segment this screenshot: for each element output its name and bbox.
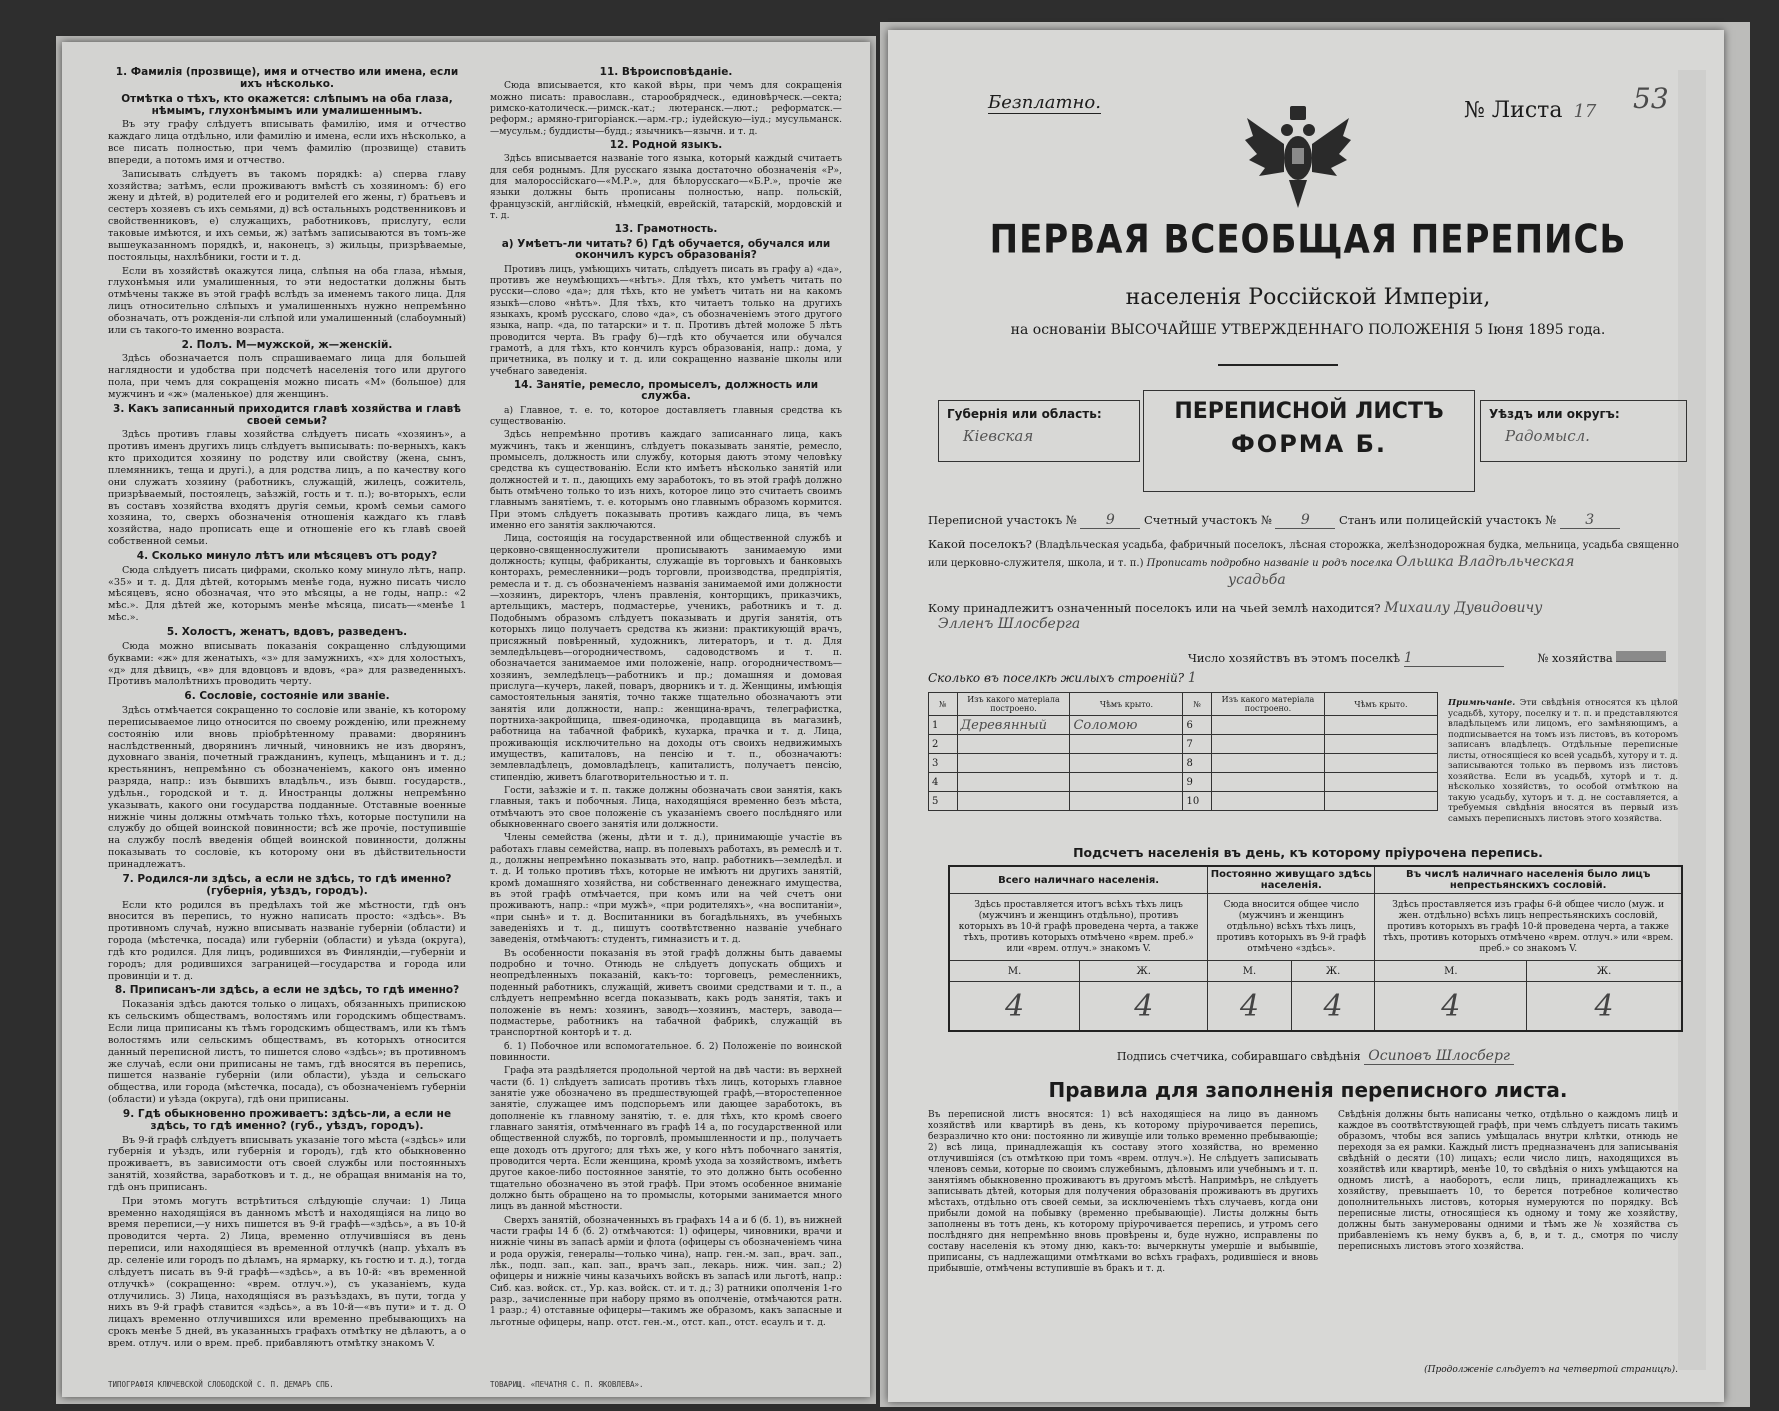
building-row (929, 773, 1438, 792)
instruction-heading: 3. Какъ записанный приходится главѣ хозяйства и главѣ своей семьи? (113, 402, 461, 427)
census-title: ПЕРВАЯ ВСЕОБЩАЯ ПЕРЕПИСЬ (989, 217, 1627, 263)
header-material-2: Изъ какого матеріала построено. (1211, 693, 1324, 716)
printer-imprint-left: ТИПОГРАФІЯ КЛЮЧЕВСКОЙ СЛОБОДСКОЙ С. П. ДЕМАРЪ СПБ. (108, 1380, 334, 1389)
instruction-heading: 7. Родился-ли здѣсь, а если не здѣсь, то гдѣ именно? (губернія, уѣздъ, городъ). (122, 872, 452, 897)
header-roof-2: Чѣмъ крыто. (1324, 693, 1437, 716)
building-roof (1070, 735, 1183, 754)
police-district-value: 3 (1560, 512, 1620, 529)
gubernia-value: Кіевская (963, 427, 1034, 445)
count-value: 4 (1527, 982, 1682, 1032)
buildings-row (928, 670, 1688, 686)
uezd-label: Уѣздъ или округъ: (1489, 407, 1620, 421)
gubernia-label: Губернія или область: (947, 407, 1102, 421)
owner-row (928, 600, 1688, 632)
building-roof (1324, 792, 1437, 811)
building-material: Деревянный (957, 716, 1070, 735)
household-number-value (1616, 651, 1666, 662)
building-material (1211, 773, 1324, 792)
total-present-desc: Здѣсь проставляется итогъ всѣхъ тѣхъ лицъ (мужчинъ и женщинъ отдѣльно), противъ которыхъ въ 10-й графѣ проведена черта, а также тѣхъ, противъ которыхъ отмѣчено «врем. преб.» или «врем. отлуч.» знакомъ V. (949, 894, 1208, 961)
right-page (888, 30, 1724, 1402)
instruction-paragraph: Записывать слѣдуетъ въ такомъ порядкѣ: а) сперва главу хозяйства; затѣмъ, если проживаютъ вмѣстѣ съ хозяиномъ: б) его жену и дѣтей, в) родителей его и родителей его жены, г) братьевъ и сестеръ хозяевъ съ ихъ семьями, д) всѣ остальныхъ родственниковъ и свойственниковъ, е) служащихъ, работниковъ, прислугу, если таковые имѣются, и ихъ семьи, ж) затѣмъ записываются въ томъ-же вышеуказанномъ порядкѣ, и, наконецъ, з) жильцы, призрѣваемые, постояльцы, нахлѣбники, гости и т. д. (108, 168, 466, 263)
sheet-number-label: № Листа (1464, 98, 1563, 123)
instruction-heading: 8. Приписанъ-ли здѣсь, а если не здѣсь, то гдѣ именно? (114, 984, 460, 997)
form-code: ФОРМА Б. (1230, 430, 1387, 458)
buildings-label: Сколько въ поселкѣ жилыхъ строеній? (928, 671, 1185, 685)
instructions-column-2 (490, 64, 842, 1330)
non-peasant-desc: Здѣсь проставляется изъ графы 6-й общее число (муж. и жен. отдѣльно) всѣхъ лицъ непрестьянскихъ сословій, противъ которыхъ въ графѣ 10-й проведена черта, а также тѣхъ, противъ которыхъ отмѣчено «врем. отлуч.» или «врем. преб.» со знакомъ V. (1375, 894, 1682, 961)
count-value: 4 (949, 982, 1080, 1032)
printer-imprint-right: ТОВАРИЩ. «ПЕЧАТНЯ С. П. ЯКОВЛЕВА». (490, 1380, 644, 1389)
title-divider (1218, 364, 1338, 366)
instruction-paragraph: Показанія здѣсь даются только о лицахъ, обязанныхъ припискою къ сельскимъ обществамъ, волостямъ или городскимъ обществамъ. Если лица приписаны къ тѣмъ городскимъ обществамъ, или къ тѣмъ волостямъ или сельскимъ обществамъ, въ которыхъ относится данный переписной листъ, то пишется слово «здѣсь»; въ противномъ же случаѣ, если они приписаны не тамъ, гдѣ вносятся въ перепись, пишется названіе губерніи (или области), уѣзда и сельскаго общества, или города (мѣстечка, посада), съ обозначеніемъ губерніи (области) и уѣзда (округа), гдѣ они приписаны. (108, 999, 466, 1106)
instruction-heading: 5. Холостъ, женатъ, вдовъ, разведенъ. (166, 625, 408, 638)
households-row (928, 650, 1688, 667)
count-value: 4 (1375, 982, 1527, 1032)
form-title: ПЕРЕПИСНОЙ ЛИСТЪ (1174, 399, 1444, 424)
households-label: Число хозяйствъ въ этомъ поселкѣ (1188, 651, 1401, 665)
instruction-paragraph: Въ 9-й графѣ слѣдуетъ вписывать указаніе того мѣста («здѣсь» или губернія и уѣздъ, или губернія и городъ), гдѣ кто обыкновенно проживаетъ, въ зависимости отъ своей службы или постоянныхъ занятій, хозяйства, заработковъ и т. д., не обращая вниманія на то, гдѣ онъ приписанъ. (108, 1134, 466, 1193)
buildings-table-body (929, 716, 1438, 811)
district-numbers-row (928, 512, 1688, 529)
header-no-2: № (1183, 693, 1212, 716)
settlement-value-2: усадьба (1228, 572, 1286, 588)
owner-value-2: Элленъ Шлосберга (938, 616, 1081, 632)
household-number-label: № хозяйства (1537, 651, 1613, 665)
instruction-paragraph: Члены семейства (жены, дѣти и т. д.), принимающіе участіе въ работахъ главы семейства, напр. въ полевыхъ работахъ, въ ремеслѣ и т. д., должны непремѣнно показывать это, напр. работникъ—земледѣл. и т. д. И только противъ тѣхъ, которые не имѣютъ ни другихъ занятій, кромѣ домашняго хозяйства, ни собственнаго денежнаго имущества, въ этой графѣ отмѣчается, при комъ или на чей счетъ они проживаютъ, напр.: «при мужѣ», «при родителяхъ», «на воспитаніи», «при сынѣ» и т. д. Воспитанники въ богадѣльняхъ, въ учебныхъ заведеніяхъ и т. д., пишутъ соотвѣтственно названіе учебнаго заведенія, отмѣчаютъ: студентъ, гимназистъ и т. д. (490, 832, 842, 946)
building-no: 5 (929, 792, 958, 811)
instruction-heading: 1. Фамилія (прозвище), имя и отчество или имена, если ихъ нѣсколько. (115, 66, 459, 90)
instruction-paragraph: Здѣсь обозначается полъ спрашиваемаго лица для большей наглядности и удобства при подсчетѣ населенія того или другого пола, при чемъ для сокращенія можно писать «М» (большое) для мужчинъ и «ж» (маленькое) для женщинъ. (108, 353, 466, 400)
building-no: 1 (929, 716, 958, 735)
buildings-table-header (929, 693, 1438, 716)
instruction-paragraph: а) Главное, т. е. то, которое доставляетъ главныя средства къ существованію. (490, 404, 842, 427)
instruction-heading: 12. Родной языкъ. (609, 139, 723, 152)
building-row (929, 792, 1438, 811)
building-roof (1324, 773, 1437, 792)
form-title-box (1143, 390, 1475, 492)
building-no: 7 (1183, 735, 1212, 754)
census-district-label: Переписной участокъ № (928, 513, 1077, 527)
rules-title: Правила для заполненія переписного листа. (1048, 1078, 1568, 1102)
building-no: 2 (929, 735, 958, 754)
instruction-paragraph: Сюда можно вписывать показанія сокращенно слѣдующими буквами: «ж» для женатыхъ, «з» для замужнихъ, «х» для холостыхъ, «д» для дѣвицъ, «в» для вдовцовъ и вдовъ, «ра» для разведенныхъ. Противъ малолѣтнихъ проводить черту. (108, 640, 466, 688)
instruction-paragraph: Здѣсь противъ главы хозяйства слѣдуетъ писать «хозяинъ», а противъ именъ другихъ лицъ слѣдуетъ выписывать: по-верныхъ, какъ кто приходится хозяину по родству или свойству (жена, сынъ, племянникъ, теща и другі.), а для родства лицъ, а по качеству кого они служатъ хозяину (работникъ, служащій, жилецъ, сожитель, призрѣваемый, постоялецъ, заѣзжій, гость и т. п.); во-вторыхъ, если въ составъ хозяйства входятъ другія семьи, кромѣ семьи самого хозяина, то, сверхъ обозначенія отношенія каждаго къ главѣ хозяйства, надо прописать еще и отношеніе его къ главѣ своей собственной семьи. (108, 429, 466, 548)
instruction-paragraph: Если кто родился въ предѣлахъ той же мѣстности, гдѣ онъ вносится въ перепись, то нужно написать просто: «здѣсь». Въ противномъ случаѣ, нужно вписывать названіе губерніи (области) и города (мѣстечка, посада) или губерніи (области) и уѣзда (округа), гдѣ кто родился. Для лицъ, родившихся въ Финляндіи,—губерніи и городъ; для родившихся заграницей—государства и города или провинціи и т. д. (108, 899, 466, 982)
sex-zh: Ж. (1080, 961, 1208, 982)
police-district-label: Станъ или полицейскій участокъ № (1339, 513, 1557, 527)
building-roof: Соломою (1070, 716, 1183, 735)
count-value: 4 (1080, 982, 1208, 1032)
settlement-row (928, 536, 1688, 590)
census-subtitle: населенія Россійской Имперіи, (1125, 285, 1491, 310)
instruction-paragraph: Въ эту графу слѣдуетъ вписывать фамилію, имя и отчество каждаго лица отдѣльно, или фамилію и имена, если ихъ нѣсколько, а все писать полностью, при чемъ фамилію (прозвище) ставить впереди, а потомъ имя и отчество. (108, 119, 466, 166)
instruction-heading: а) Умѣетъ-ли читать? б) Гдѣ обучается, обучался или окончилъ курсъ образованія? (501, 237, 831, 262)
note-title: Примѣчаніе. (1448, 698, 1516, 708)
building-no: 8 (1183, 754, 1212, 773)
building-row (929, 754, 1438, 773)
sex-m: М. (1208, 961, 1292, 982)
count-table-values (949, 982, 1682, 1032)
note-text: Эти свѣдѣнія относятся къ цѣлой усадьбѣ, хутору, поселку и т. п. и представляются владѣльцемъ или лицомъ, его замѣняющимъ, а подписывается на томъ изъ листовъ, въ которомъ записанъ владѣлецъ. Отдѣльные переписные листы, относящіеся ко всей усадьбѣ, хутору и т. д. записываются только въ первомъ изъ листовъ хозяйства. Если въ усадьбѣ, хуторѣ и т. д. нѣсколько хозяйствъ, то особой отмѣткою на такую усадьбу, хуторъ и т. д. не составляется, а требуемыя свѣдѣнія вносятся въ первый изъ самыхъ переписныхъ листовъ этого хозяйства. (1448, 698, 1678, 824)
building-no: 3 (929, 754, 958, 773)
building-roof (1070, 792, 1183, 811)
instruction-heading: 9. Гдѣ обыкновенно проживаетъ: здѣсь-ли, а если не здѣсь, то гдѣ именно? (губ., уѣздъ, городъ). (122, 1107, 452, 1132)
building-no: 4 (929, 773, 958, 792)
instruction-paragraph: Графа эта раздѣляется продольной чертой на двѣ части: въ верхней части (б. 1) слѣдуетъ записать противъ тѣхъ лицъ, которыхъ главное занятіе уже обозначено въ предшествующей графѣ,—второстепенное занятіе, служащее имъ подспорьемъ или дающее заработокъ, въ дополненіе къ главному занятію, т. е. для тѣхъ, кто кромѣ своего главнаго занятія, отмѣченнаго въ графѣ 14 а, по государственной или общественной службѣ, по торговлѣ, промышленности и пр., получаетъ еще доходъ отъ другого; для тѣхъ же, у кого нѣтъ побочнаго занятія, проводится черта. Если женщина, кромѣ ухода за хозяйствомъ, имѣетъ другое какое-либо постоянное занятіе, то это должно быть особенно тщательно обозначено въ этой графѣ. При этомъ особенное вниманіе должно быть обращено на то промыслы, которыми занимается много лицъ въ данной мѣстности. (490, 1065, 842, 1213)
instruction-paragraph: Противъ лицъ, умѣющихъ читать, слѣдуетъ писать въ графу а) «да», противъ же неумѣющихъ—«нѣтъ». Для тѣхъ, кто умѣетъ читать по русски—слово «да»; для тѣхъ, кто не умѣетъ читать ни на какомъ языкѣ—слово «нѣтъ». Для тѣхъ, кто читаетъ только на другихъ языкахъ, кромѣ русскаго, слово «да», съ обозначеніемъ этого другого языка, напр. «да, по татарски» и т. п. Противъ дѣтей моложе 5 лѣтъ проводится черта. Въ графу б)—гдѣ кто обучается или обучался грамотѣ, а для тѣхъ, кто кончилъ курсъ образованія, напр.: дома, у причетника, въ полку и т. д. или сокращенно названіе школы или учебнаго заведенія. (490, 263, 842, 377)
count-value: 4 (1208, 982, 1292, 1032)
building-material (1211, 792, 1324, 811)
rules-column-2: Свѣдѣнія должны быть написаны четко, отдѣльно о каждомъ лицѣ и каждое въ соотвѣтствующей графѣ, при чемъ слѣдуетъ писать такимъ образомъ, чтобы вся запись умѣщалась внутри клѣтки, отнюдь не переходя за ея рамки. Каждый листъ предназначенъ для записыванія свѣдѣній о десяти (10) лицахъ; если число лицъ, находящихся въ хозяйствѣ или квартирѣ, менѣе 10, то свѣдѣнія о нихъ умѣщаются на одномъ листѣ, а наоборотъ, если лицъ, принадлежащихъ къ хозяйству, превышаетъ 10, то берется потребное количество дополнительныхъ листовъ, которыя нумеруются по порядку. Всѣ переписные листы, относящіеся къ одному и тому же хозяйству, должны быть занумерованы одними и тѣмъ же № хозяйства съ прибавленіемъ къ нему буквъ а, б, в, и т. д., смотря по числу переписныхъ листовъ этого хозяйства. (1338, 1110, 1678, 1252)
sex-zh: Ж. (1291, 961, 1375, 982)
building-no: 9 (1183, 773, 1212, 792)
building-material (957, 754, 1070, 773)
header-material: Изъ какого матеріала построено. (957, 693, 1070, 716)
building-material (957, 735, 1070, 754)
imperial-eagle-icon (1243, 96, 1353, 216)
building-roof (1070, 754, 1183, 773)
header-roof: Чѣмъ крыто. (1070, 693, 1183, 716)
instruction-heading: 4. Сколько минуло лѣтъ или мѣсяцевъ отъ роду? (136, 549, 438, 562)
buildings-note (1448, 698, 1678, 824)
instruction-paragraph: Здѣсь вписывается названіе того языка, который каждый считаетъ для себя роднымъ. Для русскаго языка достаточно обозначенія «Р», для малороссійскаго—«М.Р.», для бѣлорусскаго—«Б.Р.», прочіе же языки должны быть прописаны полностью, напр. польскій, французскій, англійскій, нѣмецкій, еврейскій, татарскій, мордовскій и т. д. (490, 153, 842, 222)
building-no: 6 (1183, 716, 1212, 735)
instruction-heading: 14. Занятіе, ремесло, промыселъ, должность или служба. (513, 378, 819, 403)
building-no: 10 (1183, 792, 1212, 811)
free-of-charge-label: Безплатно. (988, 92, 1101, 113)
count-district-label: Счетный участокъ № (1144, 513, 1272, 527)
left-page (62, 42, 870, 1397)
households-value: 1 (1404, 650, 1504, 667)
non-peasant-header: Въ числѣ наличнаго населенія было лицъ непрестьянскихъ сословій. (1375, 866, 1682, 894)
building-row (929, 716, 1438, 735)
building-material (1211, 735, 1324, 754)
census-district-value: 9 (1080, 512, 1140, 529)
gubernia-box (938, 400, 1140, 462)
buildings-table (928, 692, 1438, 811)
settlement-hint: (Владѣльческая усадьба, фабричный поселокъ, лѣсная сторожка, желѣзнодорожная будка, мельница, усадьба священно или церковно-служителя, школа, и т. п.) (928, 540, 1679, 569)
building-roof (1070, 773, 1183, 792)
sheet-number-value: 17 (1573, 101, 1597, 122)
building-roof (1324, 716, 1437, 735)
instruction-heading: 6. Сословіе, состояніе или званіе. (184, 690, 390, 703)
count-table-descriptions (949, 894, 1682, 961)
building-material (957, 773, 1070, 792)
building-roof (1324, 735, 1437, 754)
instruction-paragraph: Сюда вписывается, кто какой вѣры, при чемъ для сокращенія можно писать: православн., старообрядческ., единовѣрческ.—секта; римско-католическ.—римск.-кат.; лютеранск.—лют.; реформатск.—реформ.; армяно-григоріанск.—арм.-гр.; іудейскую—іуд.; мусульманск.—мусульм.; буддисты—будд.; язычникъ—язычн. и т. д. (490, 80, 842, 137)
enumerator-signature-row (948, 1048, 1683, 1065)
permanent-resident-header: Постоянно живущаго здѣсь населенія. (1208, 866, 1375, 894)
sex-m: М. (949, 961, 1080, 982)
buildings-value: 1 (1187, 670, 1197, 686)
signature-label: Подпись счетчика, собиравшаго свѣдѣнія (1116, 1050, 1361, 1063)
population-count-table (948, 865, 1683, 1032)
building-material (1211, 716, 1324, 735)
count-table-header (949, 866, 1682, 894)
instruction-paragraph: Въ особенности показанія въ этой графѣ должны быть даваемы подробно и точно. Отнюдь не слѣдуетъ допускать общихъ и неопредѣленныхъ показаній, какъ-то: торговецъ, ремесленникъ, поденный работникъ, служащій, живетъ своими средствами и т. п., а слѣдуетъ непремѣнно всегда показывать, какъ родъ занятія, такъ и положеніе въ немъ: хозяинъ, заводъ—хозяинъ, мастеръ, завода—подмастерье, работникъ на табачной фабрикѣ, служащій въ транспортной конторѣ и т. д. (490, 947, 842, 1039)
sex-m: М. (1375, 961, 1527, 982)
owner-value-1: Михаилу Дувидовичу (1384, 600, 1543, 616)
legal-basis: на основаніи ВЫСОЧАЙШЕ УТВЕРЖДЕННАГО ПОЛОЖЕНІЯ 5 Іюня 1895 года. (1010, 322, 1606, 338)
header-no: № (929, 693, 958, 716)
instruction-paragraph: Сверхъ занятій, обозначенныхъ въ графахъ 14 а и б (б. 1), въ нижней части графы 14 б (б. 2) отмѣчаются: 1) офицеры, чиновники, врачи и нижніе чины въ запасѣ арміи и флота (офицеры съ обозначеніемъ чина и рода оружія, генералы—только чина), напр. ген.-м. зап., врач. зап., лѣк., подп. зап., кап. зап., врачъ зап., лекарь. ниж. чин. зап.; 2) офицеры и нижніе чины казачьихъ войскъ въ запасѣ или льготѣ, напр.: Сиб. каз. войск. ст., Ур. каз. войск. ст. и т. д.; 3) ратники ополченія 1-го разр., зачисленные при набору прямо въ ополченіе, отмѣчаются ратн. 1 разр.; 4) отставные офицеры—такимъ же образомъ, какъ запасные и льготные офицеры, напр. отст. ген.-м., отст. кап., отст. есаулъ и т. д. (490, 1214, 842, 1328)
instruction-paragraph: Сюда слѣдуетъ писать цифрами, сколько кому минуло лѣтъ, напр. «35» и т. д. Для дѣтей, которымъ менѣе года, нужно писать число мѣсяцевъ, ясно обозначая, что это мѣсяцы, а не годы, напр.: «2 мѣс.». Для дѣтей же, которымъ менѣе мѣсяца, писать—«менѣе 1 мѣс.». (108, 564, 466, 624)
population-count-heading: Подсчетъ населенія въ день, къ которому пріурочена перепись. (1073, 845, 1543, 860)
instruction-paragraph: Здѣсь отмѣчается сокращенно то сословіе или званіе, къ которому переписываемое лицо относится по своему рожденію, или прежнему состоянію или вновь пріобрѣтенному правами: дворянинъ наслѣдственный, дворянинъ личный, чиновникъ не изъ дворянъ, духовнаго званія, почетный гражданинъ, купецъ, мѣщанинъ и т. д.; крестьянинъ, непремѣнно съ обозначеніемъ, какого онъ именно разряда, напр.: изъ бывшихъ владѣльч., изъ бывш. государств., удѣльн., городской и т. д. Иностранцы должны непремѣнно указывать, какого они государства подданные. Отставные военные нижніе чины должны отмѣчать только тѣхъ, которые поступили на службу до общей воинской повинности; всѣ же прочіе, поступившіе на службу послѣ введенія общей воинской повинности, должны показывать то сословіе, къ которому они въ дѣйствительности принадлежатъ. (108, 705, 466, 870)
instruction-paragraph: Лица, состоящія на государственной или общественной службѣ и церковно-священнослужители прописываютъ занимаемую ими должность; купцы, фабриканты, служащіе въ торговыхъ и банковыхъ конторахъ, ремесленники—родъ торговли, производства, предпріятія, ремесла и т. д. съ обозначеніемъ названія занимаемой ими должности—хозяинъ, директоръ, членъ правленія, конторщикъ, приказчикъ, артельщикъ, мастеръ, подмастерье, ученикъ, работникъ и т. д. Подобнымъ образомъ слѣдуетъ показывать и другія занятія, отъ которыхъ лицо получаетъ средства къ жизни: практикующій врачъ, присяжный повѣренный, художникъ, литераторъ, и т. д. Для земледѣльцевъ—огородничествомъ, садоводствомъ и т. п. обозначается занимаемое ими положеніе, напр. огородничествомъ—хозяинъ, земледѣлецъ—работникъ и пр.; домашняя и домовая прислуга—кучеръ, лакей, поваръ, дворникъ и т. д. Женщины, имѣющія самостоятельныя занятія, точно также тщательно обозначаютъ эти занятія или должности, напр.: женщина-врачъ, телеграфистка, портниха-закройщица, швея-одиночка, продавщица въ магазинѣ, работница на табачной фабрикѣ, кухарка, прачка и т. д. Лица, проживающія исключительно на доходы отъ своихъ недвижимыхъ имуществъ, капиталовъ, на пенсію и т. п., обозначаютъ: землевладѣлецъ, домовладѣлецъ, капиталистъ, получаетъ пенсію, стипендію, живетъ благотворительностью и т. п. (490, 533, 842, 783)
signature-value: Осиповъ Шлосберг (1364, 1048, 1514, 1065)
permanent-resident-desc: Сюда вносится общее число (мужчинъ и женщинъ отдѣльно) всѣхъ тѣхъ лицъ, противъ которыхъ въ 9-й графѣ отмѣчено «здѣсь». (1208, 894, 1375, 961)
instruction-heading: 11. Вѣроисповѣданіе. (599, 66, 733, 78)
instruction-heading: 2. Полъ. М—мужской, ж—женскій. (181, 338, 393, 351)
instruction-paragraph: б. 1) Побочное или вспомогательное. б. 2) Положеніе по воинской повинности. (490, 1040, 842, 1063)
settlement-value-1: Ольшка Владѣльческая (1395, 554, 1575, 570)
count-value: 4 (1291, 982, 1375, 1032)
total-present-header: Всего наличнаго населенія. (949, 866, 1208, 894)
instruction-heading: Отмѣтка о тѣхъ, кто окажется: слѣпымъ на оба глаза, нѣмымъ, глухонѣмымъ или умалишеннымъ. (121, 92, 453, 117)
instruction-paragraph: Здѣсь непремѣнно противъ каждаго записаннаго лица, какъ мужчинъ, такъ и женщинъ, слѣдуетъ показывать занятіе, ремесло, промыселъ, должность или службу, которыя даютъ этому человѣку средства къ существованію. Если кто имѣетъ нѣсколько занятій или должностей и т. п., дающихъ ему заработокъ, то въ этой графѣ должно быть отмѣчено только то изъ нихъ, которое лицо это считаетъ своимъ главнымъ занятіемъ, т. е. которымъ оно главнымъ образомъ кормится. При этомъ слѣдуетъ показывать противъ каждаго лица, въ чемъ именно его занятія заключаются. (490, 429, 842, 532)
instruction-paragraph: Если въ хозяйствѣ окажутся лица, слѣпыя на оба глаза, нѣмыя, глухонѣмыя или умалишенныя, то эти недостатки должны быть отмѣчены также въ этой графѣ вслѣдъ за именемъ такого лица. Для лицъ относительно слѣпыхъ и умалишенныхъ нужно непремѣнно обозначать, отъ рожденія-ли слѣпой или умалишенный (слабоумный) или съ такого-то именно возраста. (108, 265, 466, 336)
building-row (929, 735, 1438, 754)
instructions-column-1 (108, 64, 466, 1352)
building-roof (1324, 754, 1437, 773)
uezd-value: Радомысл. (1505, 427, 1590, 445)
sex-zh: Ж. (1527, 961, 1682, 982)
instruction-heading: 13. Грамотность. (614, 223, 718, 236)
instruction-paragraph: Гости, заѣзжіе и т. п. также должны обозначать свои занятія, какъ главныя, такъ и побочныя. Лица, находящіяся временно безъ мѣста, отмѣчаютъ это свое положеніе съ указаніемъ своего послѣдняго или обыкновеннаго своего занятія или должности. (490, 784, 842, 830)
continued-note: (Продолженіе слѣдуетъ на четвертой страницѣ). (1424, 1365, 1678, 1375)
instruction-paragraph: При этомъ могутъ встрѣтиться слѣдующіе случаи: 1) Лица временно находящіяся въ данномъ мѣстѣ и находящіяся на лицо во время переписи,—у нихъ пишется въ 9-й графѣ—«здѣсь», а въ 10-й проводится черта. 2) Лица, временно отлучившіяся въ день переписи, или находящіеся въ временной отлучкѣ (напр. уѣхалъ въ др. селеніе или городъ по дѣламъ, на ярмарку, къ гостю и т. д.), тогда слѣдуетъ писать въ 9-й графѣ—«здѣсь», а въ 10-й: «въ временной отлучкѣ» (сокращенно: «врем. отлуч.»), съ указаніемъ, куда отлучились. 3) Лица, находящіяся въ разъѣздахъ, въ пути, тогда у нихъ въ 9-й графѣ ставится «здѣсь», а въ 10-й—«въ пути» и т. д. О лицахъ временно отлучившихся или временно пребывающихъ на срокъ менѣе 5 дней, въ указанныхъ графахъ отмѣтку не дѣлаютъ, а о врем. отлуч. или о врем. преб. прибавляютъ отмѣтку знакомъ V. (108, 1195, 466, 1349)
settlement-label: Какой поселокъ? (928, 537, 1032, 551)
rules-column-1: Въ переписной листъ вносятся: 1) всѣ находящіеся на лицо въ данномъ хозяйствѣ или квартирѣ въ день, къ которому пріурочивается перепись, безразлично кто они: постоянно ли живущіе или только временно пребывающіе; 2) всѣ лица, принадлежащія къ составу этого хозяйства, но временно отлучившіяся (съ отмѣткою при томъ «врем. отлуч.»). Не слѣдуетъ записывать членовъ семьи, которые по своимъ служебнымъ, дѣловымъ или учебнымъ и т. п. занятіямъ обыкновенно проживаютъ въ другомъ мѣстѣ. Напримѣръ, не слѣдуетъ записывать дѣтей, которыя для получения образованія проживаютъ въ другихъ мѣстахъ, отдѣльно отъ своей семьи, за исключеніемъ тѣхъ случаевъ, когда они прибыли домой на побывку (временно пребывающіе). Листы должны быть заполнены въ тотъ день, къ которому пріурочивается перепись, и утромъ сего послѣдняго дня непремѣнно вновь провѣрены и, буде нужно, исправлены по составу населенія къ этому дню, какъ-то: вычеркнуты умершіе и выбывшіе, приписаны, съ надлежащими отмѣтками во всѣхъ графахъ, родившіеся и вновь прибывшіе, отмѣчены вступившіе въ бракъ и т. д. (928, 1110, 1318, 1274)
count-district-value: 9 (1275, 512, 1335, 529)
settlement-hint-2: Прописать подробно названіе и родъ поселка (1146, 558, 1393, 569)
building-material (1211, 754, 1324, 773)
adjacent-sheet-edge (1678, 70, 1706, 1370)
form-header (928, 390, 1688, 492)
archive-page-number: 53 (1633, 82, 1669, 115)
sheet-number (1464, 98, 1596, 123)
owner-label: Кому принадлежитъ означенный поселокъ или на чьей землѣ находится? (928, 601, 1381, 615)
building-material (957, 792, 1070, 811)
uezd-box (1480, 400, 1687, 462)
count-table-sex-row (949, 961, 1682, 982)
